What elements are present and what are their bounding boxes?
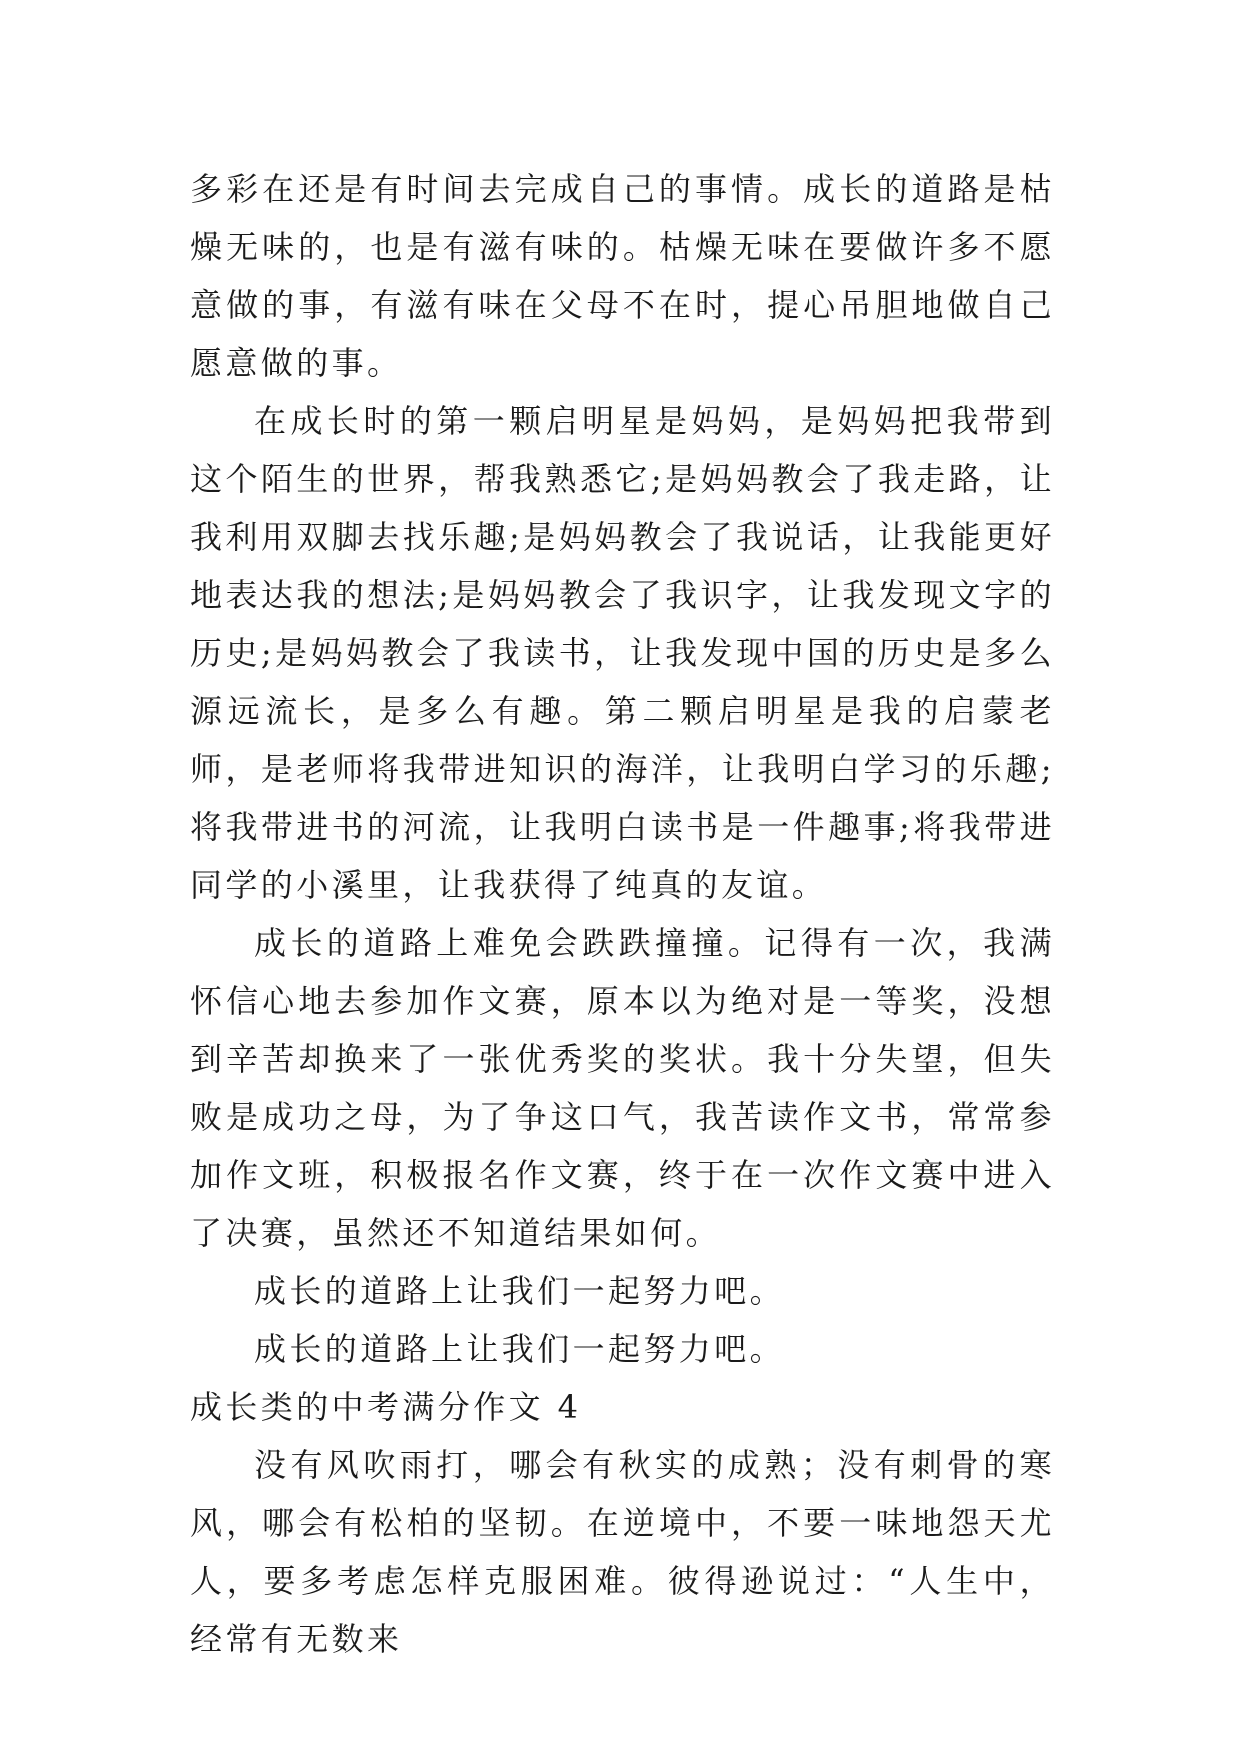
paragraph-closing-2: 成长的道路上让我们一起努力吧。 [254,1330,786,1368]
paragraph-essay-4-intro: 没有风吹雨打，哪会有秋实的成熟；没有刺骨的寒风，哪会有松柏的坚韧。在逆境中，不要一味地怨天尤人，要多考虑怎样克服困难。彼得逊说过：“人生中，经常有无数来 [190,1446,1055,1658]
paragraph-writing-contest: 成长的道路上难免会跌跌撞撞。记得有一次，我满怀信心地去参加作文赛，原本以为绝对是一等奖，没想到辛苦却换来了一张优秀奖的奖状。我十分失望，但失败是成功之母，为了争这口气，我苦读作文书，常常参加作文班，积极报名作文赛，终于在一次作文赛中进入了决赛，虽然还不知道结果如何。 [190,924,1055,1252]
document-body [190,160,1055,1668]
paragraph-closing-1: 成长的道路上让我们一起努力吧。 [254,1272,786,1310]
paragraph-mother-teacher: 在成长时的第一颗启明星是妈妈，是妈妈把我带到这个陌生的世界，帮我熟悉它;是妈妈教会了我走路，让我利用双脚去找乐趣;是妈妈教会了我说话，让我能更好地表达我的想法;是妈妈教会了我识字，让我发现文字的历史;是妈妈教会了我读书，让我发现中国的历史是多么源远流长，是多么有趣。第二颗启明星是我的启蒙老师，是老师将我带进知识的海洋，让我明白学习的乐趣;将我带进书的河流，让我明白读书是一件趣事;将我带进同学的小溪里，让我获得了纯真的友谊。 [190,402,1055,904]
paragraph-continued: 多彩在还是有时间去完成自己的事情。成长的道路是枯燥无味的，也是有滋有味的。枯燥无味在要做许多不愿意做的事，有滋有味在父母不在时，提心吊胆地做自己愿意做的事。 [190,170,1055,382]
essay-heading: 成长类的中考满分作文 4 [190,1388,582,1426]
